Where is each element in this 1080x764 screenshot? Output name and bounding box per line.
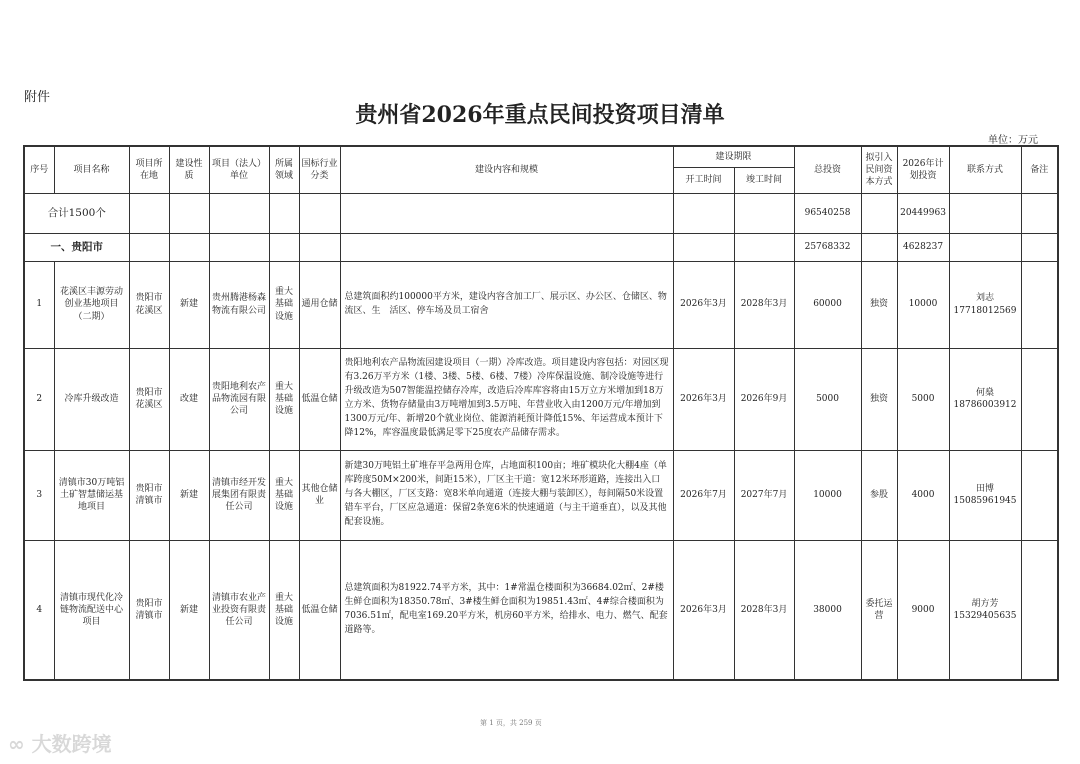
cell-contact (949, 261, 1021, 348)
total-row (24, 193, 1058, 233)
cell-industry: 通用仓储 (299, 261, 340, 348)
cell-remark (1021, 261, 1058, 348)
header-seq: 序号 (24, 146, 54, 193)
cell-name: 花溪区丰源劳动创业基地项目（二期） (54, 261, 129, 348)
project-table (23, 145, 1059, 681)
unit-label: 单位：万元 (988, 135, 1038, 146)
cell-method: 独资 (861, 348, 897, 450)
header-start: 开工时间 (673, 167, 734, 193)
cell-plan: 9000 (897, 540, 949, 680)
cell-remark (1021, 348, 1058, 450)
cell-field: 重大基础设施 (269, 450, 299, 540)
total-label: 合计1500个 (24, 193, 129, 233)
cell-unit: 清镇市农业产业投资有限责任公司 (209, 540, 269, 680)
contact-phone: 17718012569 (953, 305, 1017, 316)
cell-contact (949, 348, 1021, 450)
header-plan: 2026年计划投资 (897, 146, 949, 193)
header-content: 建设内容和规模 (340, 146, 673, 193)
cell-content: 贵阳地利农产品物流园建设项目（一期）冷库改造。项目建设内容包括：对园区现有3.26万平方米（1楼、3楼、5楼、6楼、7楼）冷库保温设施、制冷设施等进行升级改造为507智能温控储存冷库，改造后冷库库容将由15万立方米增加到18万立方米、货物存储量由3万吨增加到3.5万吨、年营业收入由1200万元/年增加到1300万元/年、新增20个就业岗位、能源消耗预计降低15%、年运营成本预计下降12%，库容温度最低满足零下25度农产品储存需求。 (340, 348, 673, 450)
cell-plan: 4000 (897, 450, 949, 540)
cell-name: 清镇市30万吨铝土矿智慧储运基地项目 (54, 450, 129, 540)
cell-contact (949, 540, 1021, 680)
cell-field: 重大基础设施 (269, 261, 299, 348)
cell-location: 贵阳市清镇市 (129, 540, 169, 680)
contact-name: 何燊 (976, 387, 995, 398)
cell-field: 重大基础设施 (269, 540, 299, 680)
city-row (24, 233, 1058, 261)
cell-seq: 3 (24, 450, 54, 540)
cell-nature: 新建 (169, 450, 209, 540)
city-label: 一、贵阳市 (24, 233, 129, 261)
cell-content: 总建筑面积为81922.74平方米，其中：1#常温仓楼面积为36684.02㎡、2#楼生鲜仓面积为18350.78㎡、3#楼生鲜仓面积为19851.43㎡、4#综合楼面积为7036.51㎡，配电室169.20平方米，机房60平方米，给排水、电力、燃气、配套道路等。 (340, 540, 673, 680)
cell-end: 2027年7月 (734, 450, 794, 540)
table-row (24, 348, 1058, 450)
cell-nature: 新建 (169, 261, 209, 348)
header-total: 总投资 (794, 146, 861, 193)
header-name: 项目名称 (54, 146, 129, 193)
cell-seq: 1 (24, 261, 54, 348)
cell-total: 38000 (794, 540, 861, 680)
cell-seq: 2 (24, 348, 54, 450)
cell-start: 2026年3月 (673, 261, 734, 348)
cell-unit: 清镇市经开发展集团有限责任公司 (209, 450, 269, 540)
cell-industry: 低温仓储 (299, 348, 340, 450)
cell-nature: 改建 (169, 348, 209, 450)
table-row (24, 540, 1058, 680)
contact-phone: 18786003912 (953, 400, 1017, 410)
header-method: 拟引入民间资本方式 (861, 146, 897, 193)
table-row (24, 450, 1058, 540)
cell-total: 10000 (794, 450, 861, 540)
watermark-text: 大数跨境 (31, 732, 112, 756)
header-period: 建设期限 (673, 146, 794, 167)
contact-name: 胡方芳 (971, 598, 999, 609)
contact-name: 田博 (976, 483, 995, 494)
cell-location: 贵阳市清镇市 (129, 450, 169, 540)
page-title: 贵州省2026年重点民间投资项目清单 (355, 102, 725, 128)
cell-end: 2028年3月 (734, 261, 794, 348)
cell-plan: 10000 (897, 261, 949, 348)
cell-total: 60000 (794, 261, 861, 348)
header-end: 竣工时间 (734, 167, 794, 193)
cell-name: 冷库升级改造 (54, 348, 129, 450)
header-unit: 项目（法人）单位 (209, 146, 269, 193)
contact-phone: 15329405635 (953, 610, 1017, 621)
cell-end: 2028年3月 (734, 540, 794, 680)
city-plan: 4628237 (897, 233, 949, 261)
cell-nature: 新建 (169, 540, 209, 680)
cell-contact (949, 450, 1021, 540)
cell-end: 2026年9月 (734, 348, 794, 450)
header-contact: 联系方式 (949, 146, 1021, 193)
cell-start: 2026年3月 (673, 348, 734, 450)
cell-location: 贵阳市花溪区 (129, 348, 169, 450)
cell-remark (1021, 450, 1058, 540)
cell-content: 新建30万吨铝土矿堆存平急两用仓库，占地面积100亩；堆矿模块化大棚4座（单库跨度50M×200米，间距15米），厂区主干道：宽12米环形道路，连接出入口与各大棚区，厂区支路：宽8米单向通道（连接大棚与装卸区），每间隔50米设置错车平台，厂区应急通道：保留2条宽6米的快速通道（与主干道垂直），以及其他配套设施。 (340, 450, 673, 540)
cell-method: 委托运营 (861, 540, 897, 680)
cell-field: 重大基础设施 (269, 348, 299, 450)
cell-name: 清镇市现代化冷链物流配送中心项目 (54, 540, 129, 680)
cell-industry: 其他仓储业 (299, 450, 340, 540)
header-industry: 国标行业分类 (299, 146, 340, 193)
header-remark: 备注 (1021, 146, 1058, 193)
table-row (24, 261, 1058, 348)
cell-plan: 5000 (897, 348, 949, 450)
cell-method: 独资 (861, 261, 897, 348)
total-investment: 96540258 (794, 193, 861, 233)
contact-phone: 15085961945 (953, 496, 1017, 506)
cell-remark (1021, 540, 1058, 680)
total-plan: 20449963 (897, 193, 949, 233)
cell-start: 2026年7月 (673, 450, 734, 540)
page-number: 第 1 页，共 259 页 (480, 719, 542, 727)
cell-seq: 4 (24, 540, 54, 680)
cell-location: 贵阳市花溪区 (129, 261, 169, 348)
cell-industry: 低温仓储 (299, 540, 340, 680)
header-nature: 建设性质 (169, 146, 209, 193)
cell-method: 参股 (861, 450, 897, 540)
cell-unit: 贵州腾港杨森物流有限公司 (209, 261, 269, 348)
attachment-label: 附件 (24, 90, 51, 105)
header-field: 所属领域 (269, 146, 299, 193)
header-location: 项目所在地 (129, 146, 169, 193)
cell-total: 5000 (794, 348, 861, 450)
watermark-logo: ∞ 大数跨境 (8, 732, 112, 756)
city-total: 25768332 (794, 233, 861, 261)
cell-start: 2026年3月 (673, 540, 734, 680)
cell-unit: 贵阳地利农产品物流园有限公司 (209, 348, 269, 450)
cell-content: 总建筑面积约100000平方米，建设内容含加工厂、展示区、办公区、仓储区、物流区、生 活区、停车场及员工宿舍 (340, 261, 673, 348)
contact-name: 刘志 (976, 293, 995, 304)
